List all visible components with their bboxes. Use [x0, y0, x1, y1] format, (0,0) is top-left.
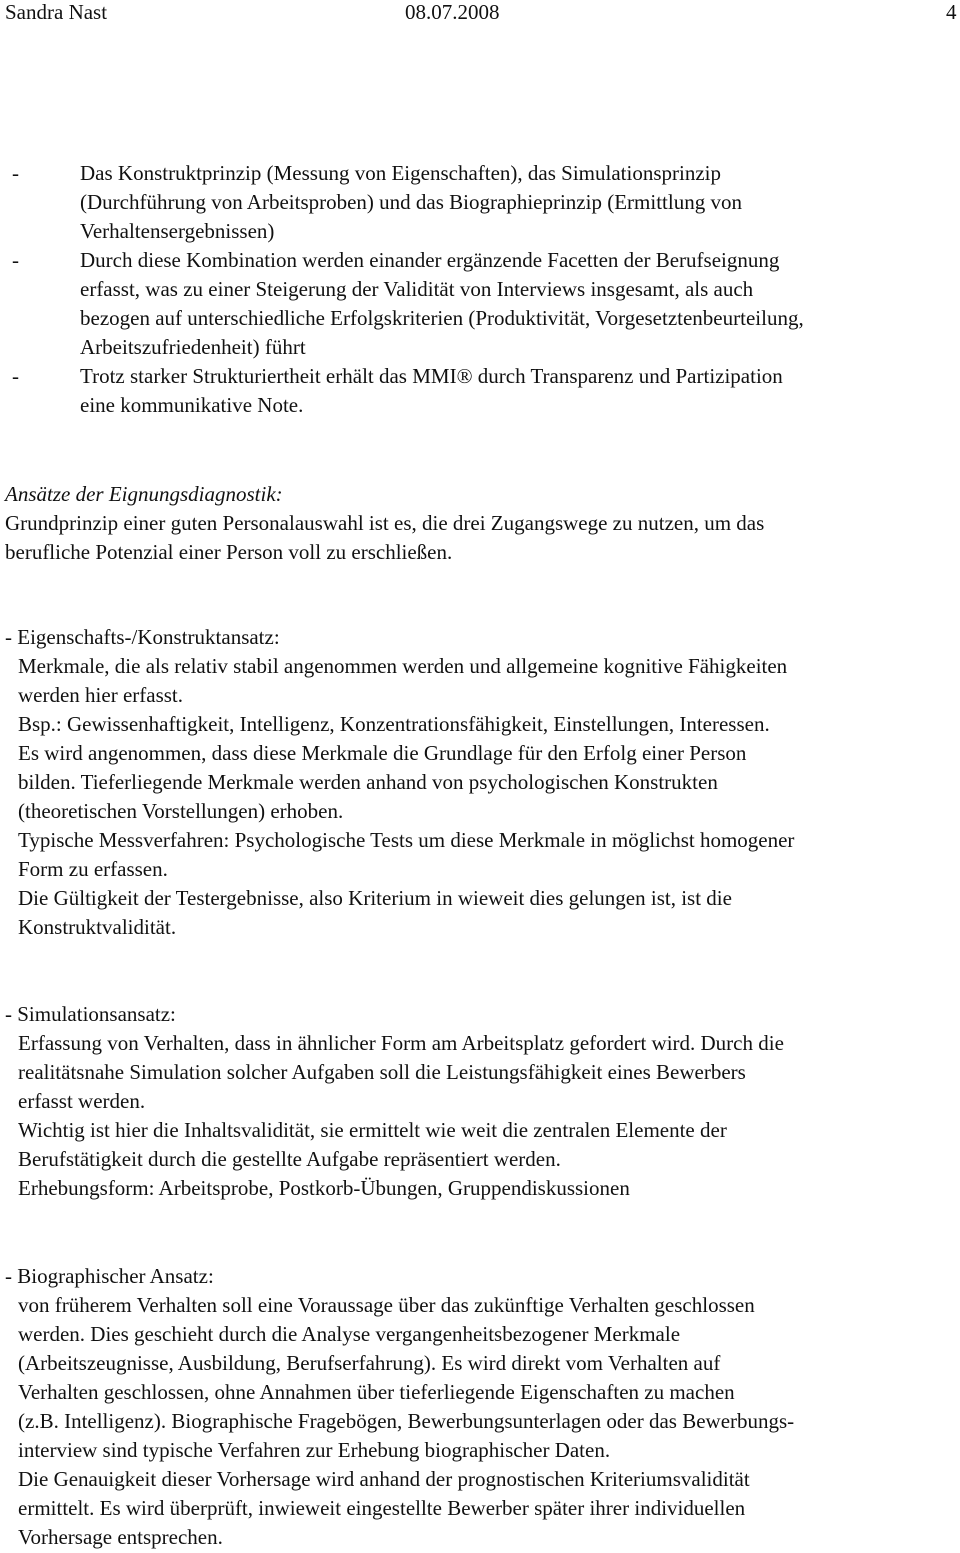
- bullet-dash: -: [12, 364, 19, 388]
- bullet-text-line: Durch diese Kombination werden einander ergänzende Facetten der Berufseignung: [80, 248, 780, 272]
- paragraph-line: Berufstätigkeit durch die gestellte Aufgabe repräsentiert werden.: [18, 1147, 561, 1171]
- paragraph-line: Wichtig ist hier die Inhaltsvalidität, sie ermittelt wie weit die zentralen Elemente der: [18, 1118, 727, 1142]
- paragraph-line: Bsp.: Gewissenhaftigkeit, Intelligenz, Konzentrationsfähigkeit, Einstellungen, Interessen.: [18, 712, 770, 736]
- paragraph-line: ermittelt. Es wird überprüft, inwieweit eingestellte Bewerber später ihrer individuellen: [18, 1496, 746, 1520]
- paragraph-line: Merkmale, die als relativ stabil angenommen werden und allgemeine kognitive Fähigkeiten: [18, 654, 788, 678]
- paragraph-line: Erhebungsform: Arbeitsprobe, Postkorb-Übungen, Gruppendiskussionen: [18, 1176, 630, 1200]
- paragraph-line: berufliche Potenzial einer Person voll zu erschließen.: [5, 540, 453, 564]
- paragraph-line: Erfassung von Verhalten, dass in ähnlicher Form am Arbeitsplatz gefordert wird. Durch die: [18, 1031, 784, 1055]
- paragraph-line: (Arbeitszeugnisse, Ausbildung, Berufserfahrung). Es wird direkt vom Verhalten auf: [18, 1351, 721, 1375]
- section-heading-ansaetze: Ansätze der Eignungsdiagnostik:: [5, 482, 283, 506]
- header-date: 08.07.2008: [405, 0, 500, 24]
- paragraph-line: Konstruktvalidität.: [18, 915, 177, 939]
- bullet-text-line: Das Konstruktprinzip (Messung von Eigenschaften), das Simulationsprinzip: [80, 161, 721, 185]
- paragraph-line: Verhalten geschlossen, ohne Annahmen über tieferliegende Eigenschaften zu machen: [18, 1380, 735, 1404]
- paragraph-line: Die Gültigkeit der Testergebnisse, also Kriterium in wieweit dies gelungen ist, ist die: [18, 886, 732, 910]
- paragraph-line: Typische Messverfahren: Psychologische Tests um diese Merkmale in möglichst homogener: [18, 828, 795, 852]
- header-author: Sandra Nast: [5, 0, 108, 24]
- paragraph-line: werden hier erfasst.: [18, 683, 184, 707]
- paragraph-line: interview sind typische Verfahren zur Erhebung biographischer Daten.: [18, 1438, 611, 1462]
- paragraph-line: realitätsnahe Simulation solcher Aufgaben soll die Leistungsfähigkeit eines Bewerbers: [18, 1060, 746, 1084]
- paragraph-line: Grundprinzip einer guten Personalauswahl ist es, die drei Zugangswege zu nutzen, um das: [5, 511, 765, 535]
- paragraph-line: Die Genauigkeit dieser Vorhersage wird anhand der prognostischen Kriteriumsvalidität: [18, 1467, 750, 1491]
- bullet-text-line: (Durchführung von Arbeitsproben) und das Biographieprinzip (Ermittlung von: [80, 190, 742, 214]
- paragraph-line: Vorhersage entsprechen.: [18, 1525, 223, 1549]
- paragraph-line: (z.B. Intelligenz). Biographische Fragebögen, Bewerbungsunterlagen oder das Bewerbungs-: [18, 1409, 795, 1433]
- paragraph-line: Es wird angenommen, dass diese Merkmale die Grundlage für den Erfolg einer Person: [18, 741, 747, 765]
- header-page-number: 4: [946, 0, 957, 24]
- bullet-text-line: erfasst, was zu einer Steigerung der Validität von Interviews insgesamt, als auch: [80, 277, 754, 301]
- bullet-text-line: Verhaltensergebnissen): [80, 219, 275, 243]
- bullet-text-line: eine kommunikative Note.: [80, 393, 304, 417]
- paragraph-line: (theoretischen Vorstellungen) erhoben.: [18, 799, 344, 823]
- bullet-text-line: Arbeitszufriedenheit) führt: [80, 335, 306, 359]
- bullet-dash: -: [12, 248, 19, 272]
- section-heading: - Simulationsansatz:: [5, 1002, 176, 1026]
- bullet-text-line: bezogen auf unterschiedliche Erfolgskriterien (Produktivität, Vorgesetztenbeurteilung,: [80, 306, 804, 330]
- section-heading: - Biographischer Ansatz:: [5, 1264, 214, 1288]
- section-heading: - Eigenschafts-/Konstruktansatz:: [5, 625, 280, 649]
- paragraph-line: werden. Dies geschieht durch die Analyse vergangenheitsbezogener Merkmale: [18, 1322, 681, 1346]
- paragraph-line: erfasst werden.: [18, 1089, 146, 1113]
- bullet-text-line: Trotz starker Strukturiertheit erhält das MMI® durch Transparenz und Partizipation: [80, 364, 783, 388]
- paragraph-line: Form zu erfassen.: [18, 857, 168, 881]
- paragraph-line: von früherem Verhalten soll eine Voraussage über das zukünftige Verhalten geschlossen: [18, 1293, 755, 1317]
- bullet-dash: -: [12, 161, 19, 185]
- paragraph-line: bilden. Tieferliegende Merkmale werden anhand von psychologischen Konstrukten: [18, 770, 718, 794]
